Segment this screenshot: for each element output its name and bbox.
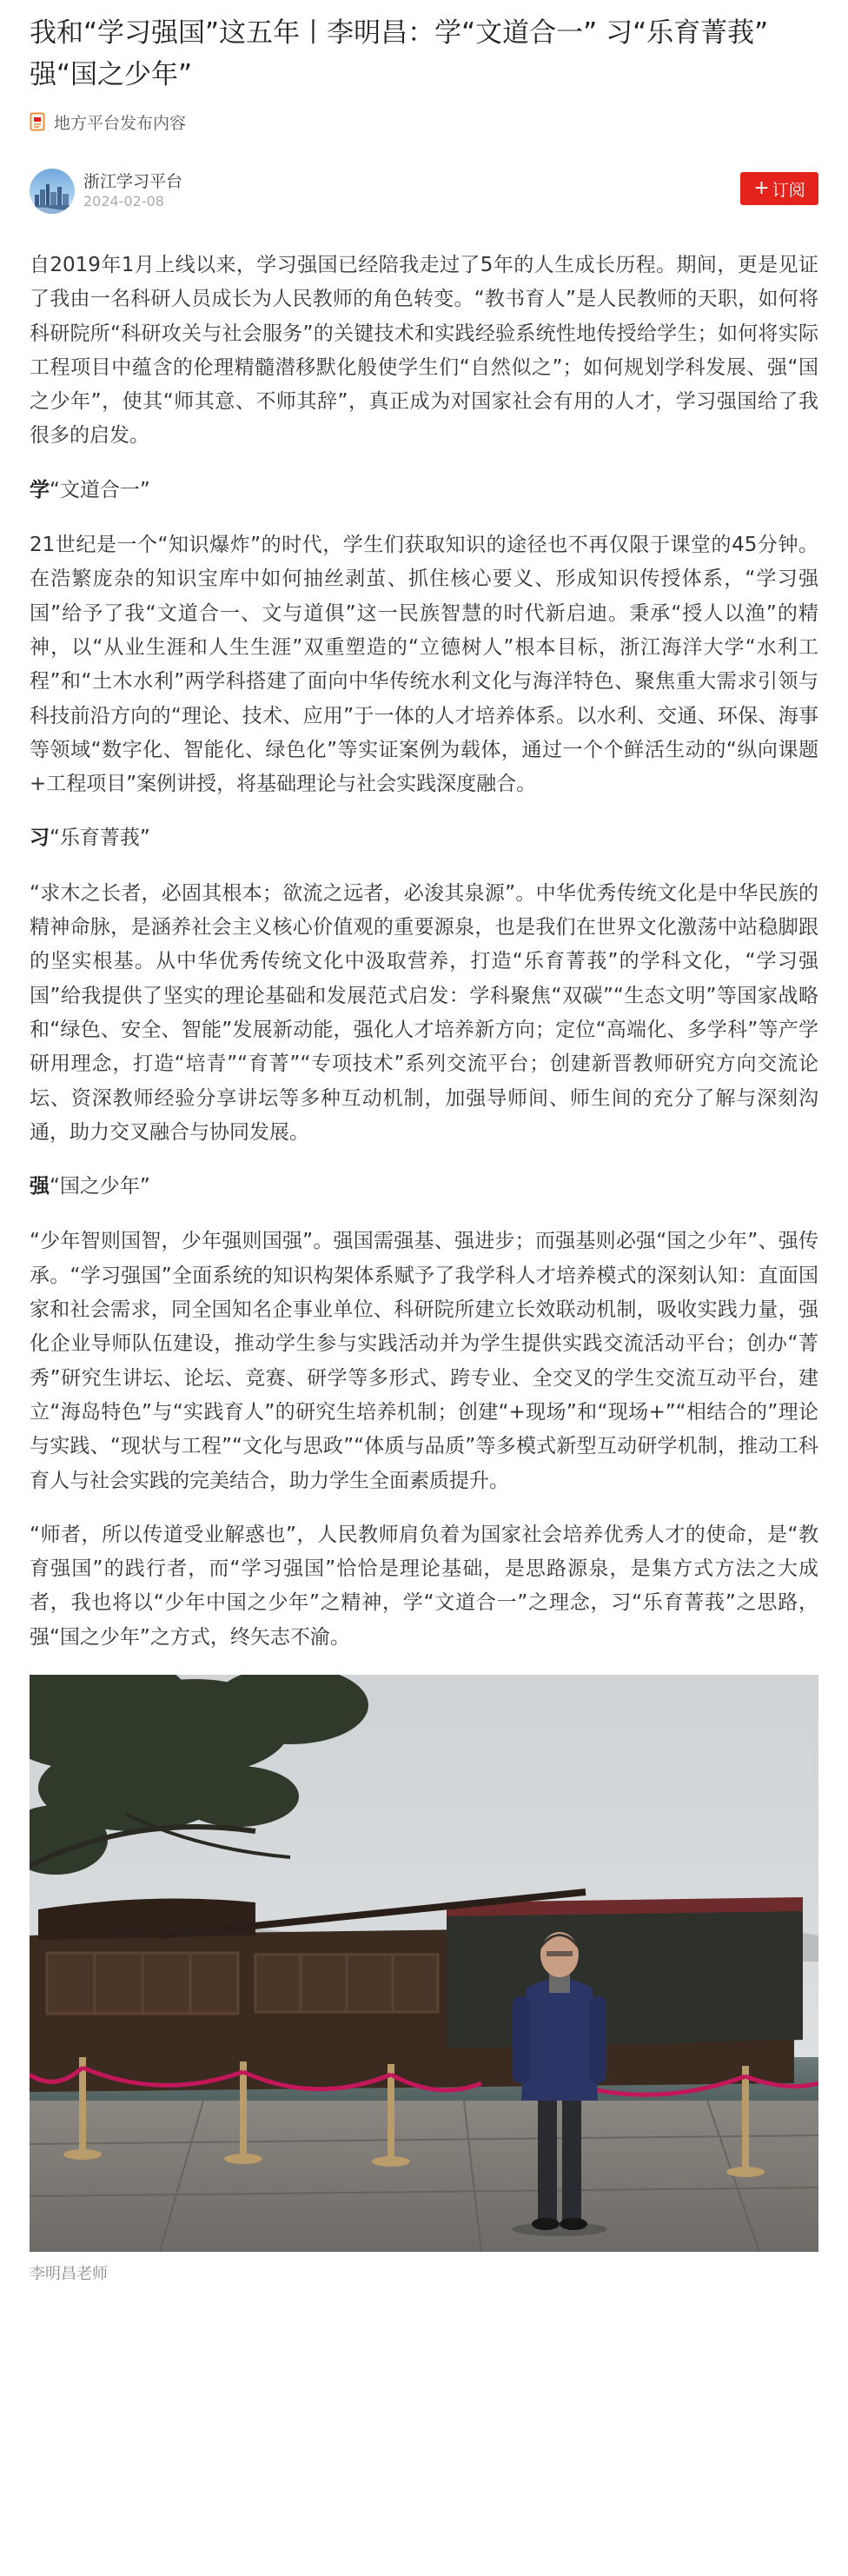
section-heading-strong: 习 [30,827,50,850]
section-heading-practice [30,821,818,855]
section-heading-strong: 学 [30,478,50,501]
section-heading-text: “乐育菁莪” [50,827,150,850]
photo-caption: 李明昌老师 [30,2264,108,2283]
paragraph-closing: “师者，所以传道受业解惑也”，人民教师肩负着为国家社会培养优秀人才的使命，是“教育强国”的践行者，而“学习强国”恰恰是理论基础，是思路源泉，是集方式方法之大成者，我也将以“少年中国之少年”之精神，学“文道合一”之理念，习“乐育菁莪”之思路，强“国之少年”之方式，终矢志不渝。 [30,1523,818,1649]
section-heading-strengthen [30,1170,818,1204]
author-name[interactable]: 浙江学习平台 [83,172,183,191]
subscribe-label: 订阅 [772,180,805,200]
document-icon [30,112,45,131]
plus-icon: + [753,177,770,199]
paragraph-intro: 自2019年1月上线以来，学习强国已经陪我走过了5年的人生成长历程。期间，更是见证了我由一名科研人员成长为人民教师的角色转变。“教书育人”是人民教师的天职，如何将科研院所“科研攻关与社会服务”的关键技术和实践经验系统性地传授给学生；如何将实际工程项目中蕴含的伦理精髓潜移默化般使学生们“自然似之”；如何规划学科发展、强“国之少年”，使其“师其意、不师其辞”，真正成为对国家社会有用的人才，学习强国给了我很多的启发。 [30,254,818,448]
source-label: 地方平台发布内容 [54,113,187,133]
avatar[interactable] [30,169,75,214]
source-line [30,110,818,134]
paragraph-practice: “求木之长者，必固其根本；欲流之远者，必浚其泉源”。中华优秀传统文化是中华民族的精神命脉，是涵养社会主义核心价值观的重要源泉，也是我们在世界文化激荡中站稳脚跟的坚实根基。从中华优秀传统文化中汲取营养，打造“乐育菁莪”的学科文化，“学习强国”给我提供了坚实的理论基础和发展范式启发：学科聚焦“双碳”“生态文明”等国家战略和“绿色、安全、智能”发展新动能，强化人才培养新方向；定位“高端化、多学科”等产学研用理念，打造“培青”“育菁”“专项技术”系列交流平台；创建新晋教师研究方向交流论坛、资深教师经验分享讲坛等多种互动机制，加强导师间、师生间的充分了解与深刻沟通，助力交叉融合与协同发展。 [30,881,818,1144]
section-heading-text: “国之少年” [50,1175,150,1198]
publish-date: 2024-02-08 [83,193,164,209]
article-photo[interactable] [30,1675,818,2252]
section-heading-strong: 强 [30,1175,50,1198]
author-meta [83,171,182,211]
article-title: 我和“学习强国”这五年丨李明昌：学“文道合一” 习“乐育菁莪” 强“国之少年” [30,17,769,90]
paragraph-strengthen: “少年智则国智，少年强则国强”。强国需强基、强进步；而强基则必强“国之少年”、强传承。“学习强国”全面系统的知识构架体系赋予了我学科人才培养模式的深刻认知：直面国家和社会需求，同全国知名企事业单位、科研院所建立长效联动机制，吸收实践力量，强化企业导师队伍建设，推动学生参与实践活动并为学生提供实践交流活动平台；创办“菁秀”研究生讲坛、论坛、竞赛、研学等多形式、跨专业、全交叉的学生交流互动平台，建立“海岛特色”与“实践育人”的研究生培养机制；创建“+现场”和“现场+”“相结合的”理论与实践、“现状与工程”“文化与思政”“体质与品质”等多模式新型互动研学机制，推动工科育人与社会实践的完美结合，助力学生全面素质提升。 [30,1230,818,1492]
subscribe-button[interactable] [740,172,818,205]
article-body [30,249,818,1655]
author-row [30,167,818,216]
section-heading-text: “文道合一” [50,478,150,501]
section-heading-learn [30,474,818,508]
paragraph-learn: 21世纪是一个“知识爆炸”的时代，学生们获取知识的途径也不再仅限于课堂的45分钟。在浩繁庞杂的知识宝库中如何抽丝剥茧、抓住核心要义、形成知识传授体系，“学习强国”给予了我“文道合一、文与道俱”这一民族智慧的时代新启迪。秉承“授人以渔”的精神，以“从业生涯和人生生涯”双重塑造的“立德树人”根本目标，浙江海洋大学“水利工程”和“土木水利”两学科搭建了面向中华传统水利文化与海洋特色、聚焦重大需求引领与科技前沿方向的“理论、技术、应用”于一体的人才培养体系。以水利、交通、环保、海事等领域“数字化、智能化、绿色化”等实证案例为载体，通过一个个鲜活生动的“纵向课题+工程项目”案例讲授，将基础理论与社会实践深度融合。 [30,534,818,796]
